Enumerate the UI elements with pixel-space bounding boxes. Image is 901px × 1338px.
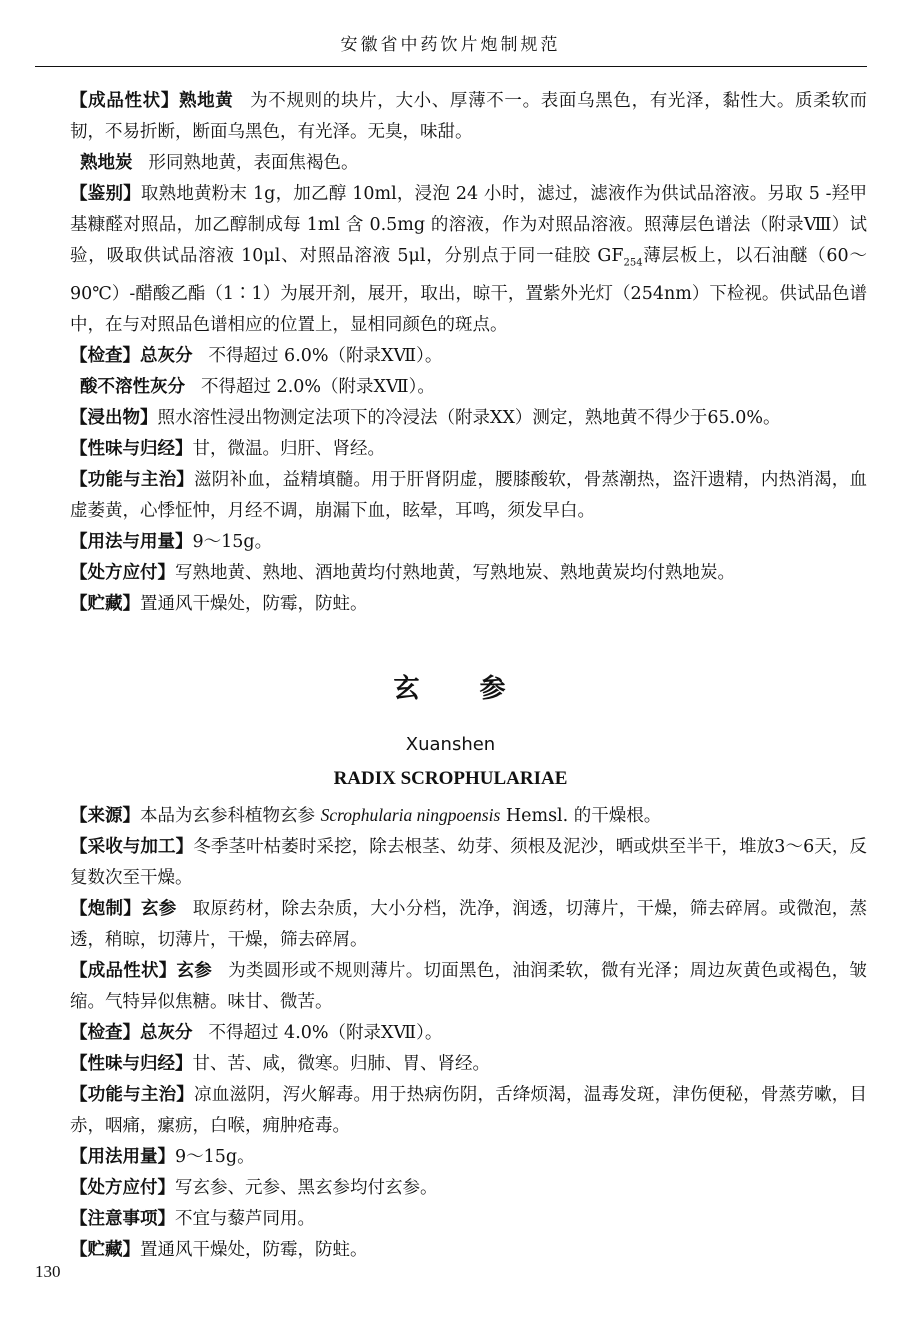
label-paozhi: 【炮制】 xyxy=(70,899,141,919)
text-yongfa-2: 9～15g。 xyxy=(175,1147,255,1167)
text-jinchu: 照水溶性浸出物测定法项下的冷浸法（附录ⅩⅩ）测定，熟地黄不得少于65.0%。 xyxy=(157,407,781,428)
label-xingwei-2: 【性味与归经】 xyxy=(70,1054,193,1074)
label-jiancha-2: 【检查】 xyxy=(70,1023,140,1043)
text-zhuyi: 不宜与藜芦同用。 xyxy=(175,1209,315,1229)
item-paozhi: 玄参 xyxy=(141,899,177,919)
label-yongfa-2: 【用法用量】 xyxy=(70,1147,175,1167)
text-laiyuan-2: Hemsl. 的干燥根。 xyxy=(505,806,662,826)
label-yongfa: 【用法与用量】 xyxy=(70,531,193,552)
para-caishou xyxy=(35,832,867,894)
text-gongneng-2: 凉血滋阴，泻火解毒。用于热病伤阴，舌绛烦渴，温毒发斑，津伤便秘，骨蒸劳嗽，目赤，咽痛，瘰疬，白喉，痈肿疮毒。 xyxy=(70,1085,868,1136)
para-zhucang xyxy=(35,589,867,620)
para-xingzhuang-2 xyxy=(35,956,867,1018)
section-shudihuang xyxy=(35,86,867,620)
para-paozhi xyxy=(35,894,867,956)
para-xingzhuang xyxy=(35,86,867,148)
text-zhucang: 置通风干燥处，防霉，防蛀。 xyxy=(140,593,368,614)
label-gongneng-2: 【功能与主治】 xyxy=(70,1085,195,1105)
label-xingzhuang: 【成品性状】 xyxy=(70,91,179,111)
para-xingwei xyxy=(35,434,867,465)
text-acid: 不得超过 2.0%（附录ⅩⅦ）。 xyxy=(201,376,435,397)
title-char-2: 参 xyxy=(479,674,508,704)
para-chufang-2 xyxy=(35,1173,867,1204)
text-jianbie-2: 薄层板上，以石油醚（60～90℃）-醋酸乙酯（1∶1）为展开剂，展开，取出，晾干，置紫外光灯（254nm）下检视。供试品色谱中，在与对照品色谱相应的位置上，显相同颜色的斑点。 xyxy=(70,246,867,335)
text-yongfa: 9～15g。 xyxy=(192,531,273,552)
label-chufang: 【处方应付】 xyxy=(70,562,175,583)
para-tan xyxy=(35,148,867,179)
label-xingzhuang-2: 【成品性状】 xyxy=(70,961,177,981)
label-chufang-2: 【处方应付】 xyxy=(70,1178,175,1198)
label-jiancha: 【检查】 xyxy=(70,345,140,366)
item-jiancha-2: 总灰分 xyxy=(140,1023,193,1043)
label-xingwei: 【性味与归经】 xyxy=(70,438,193,459)
para-jinchu xyxy=(35,403,867,434)
text-caishou: 冬季茎叶枯萎时采挖，除去根茎、幼芽、须根及泥沙，晒或烘至半干，堆放3～6天，反复数次至干燥。 xyxy=(70,837,868,888)
para-jiancha xyxy=(35,341,867,372)
page-number: 130 xyxy=(35,1262,61,1281)
text-jiancha: 不得超过 6.0%（附录ⅩⅦ）。 xyxy=(208,345,443,366)
item-zonghuifen: 总灰分 xyxy=(140,345,193,366)
label-jianbie: 【鉴别】 xyxy=(70,184,141,204)
para-laiyuan xyxy=(35,800,867,832)
para-jiancha-2 xyxy=(35,1018,867,1049)
label-zhucang: 【贮藏】 xyxy=(70,593,140,614)
item-shuditan: 熟地炭 xyxy=(80,153,133,173)
para-gongneng xyxy=(35,465,867,527)
text-zhucang-2: 置通风干燥处，防霉，防蛀。 xyxy=(140,1240,368,1260)
para-chufang xyxy=(35,558,867,589)
item-shudihuang: 熟地黄 xyxy=(178,91,234,111)
para-yongfa xyxy=(35,527,867,558)
label-jinchu: 【浸出物】 xyxy=(70,407,158,428)
running-head: 安徽省中药饮片炮制规范 xyxy=(340,35,561,55)
para-jianbie xyxy=(35,179,867,341)
text-tan: 形同熟地黄，表面焦褐色。 xyxy=(148,153,359,173)
item-xingzhuang-2: 玄参 xyxy=(176,961,212,981)
label-zhuyi: 【注意事项】 xyxy=(70,1209,175,1229)
para-gongneng-2 xyxy=(35,1080,867,1142)
label-laiyuan: 【来源】 xyxy=(70,806,140,826)
text-xingzhuang: 为不规则的块片，大小、厚薄不一。表面乌黑色，有光泽，黏性大。质柔软而韧，不易折断，断面乌黑色，有光泽。无臭，味甜。 xyxy=(70,91,868,142)
header-rule xyxy=(35,66,867,67)
text-xingwei-2: 甘、苦、咸，微寒。归肺、胃、肾经。 xyxy=(192,1054,490,1074)
para-yongfa-2 xyxy=(35,1142,867,1173)
text-jianbie-sub: 254 xyxy=(623,257,643,269)
monograph-title xyxy=(0,668,901,705)
label-caishou: 【采收与加工】 xyxy=(70,837,194,857)
para-xingwei-2 xyxy=(35,1049,867,1080)
para-zhuyi xyxy=(35,1204,867,1235)
item-acid: 酸不溶性灰分 xyxy=(80,376,185,397)
text-paozhi: 取原药材，除去杂质，大小分档，洗净，润透，切薄片，干燥，筛去碎屑。或微泡，蒸透，稍晾，切薄片，干燥，筛去碎屑。 xyxy=(70,899,867,950)
text-laiyuan-1: 本品为玄参科植物玄参 xyxy=(140,806,315,826)
section-xuanshen xyxy=(35,800,867,1266)
monograph-latin-name: RADIX SCROPHULARIAE xyxy=(333,768,568,789)
text-xingwei: 甘，微温。归肝、肾经。 xyxy=(192,438,385,459)
para-acid xyxy=(35,372,867,403)
text-gongneng: 滋阴补血，益精填髓。用于肝肾阴虚，腰膝酸软，骨蒸潮热，盗汗遗精，内热消渴，血虚萎黄，心悸怔忡，月经不调，崩漏下血，眩晕，耳鸣，须发早白。 xyxy=(70,469,868,521)
title-char-1: 玄 xyxy=(393,674,422,704)
text-chufang: 写熟地黄、熟地、酒地黄均付熟地黄，写熟地炭、熟地黄炭均付熟地炭。 xyxy=(175,562,735,583)
label-zhucang-2: 【贮藏】 xyxy=(70,1240,140,1260)
text-jiancha-2: 不得超过 4.0%（附录ⅩⅦ）。 xyxy=(208,1023,443,1043)
text-xingzhuang-2: 为类圆形或不规则薄片。切面黑色，油润柔软，微有光泽；周边灰黄色或褐色，皱缩。气特异似焦糖。味甘、微苦。 xyxy=(70,961,867,1012)
text-jianbie-1: 取熟地黄粉末 1g，加乙醇 10ml，浸泡 24 小时，滤过，滤液作为供试品溶液。另取 5 -羟甲基糠醛对照品，加乙醇制成每 1ml 含 0.5mg 的溶液，作为对照品溶液。照薄层色谱法（附录Ⅷ）试验，吸取供试品溶液 10μl、对照品溶液 5μl，分别点于同一硅胶 GF xyxy=(70,184,867,266)
para-zhucang-2 xyxy=(35,1235,867,1266)
label-gongneng: 【功能与主治】 xyxy=(70,469,195,490)
monograph-pinyin: Xuanshen xyxy=(405,734,496,755)
text-species: Scrophularia ningpoensis xyxy=(320,805,501,825)
text-chufang-2: 写玄参、元参、黑玄参均付玄参。 xyxy=(175,1178,438,1198)
